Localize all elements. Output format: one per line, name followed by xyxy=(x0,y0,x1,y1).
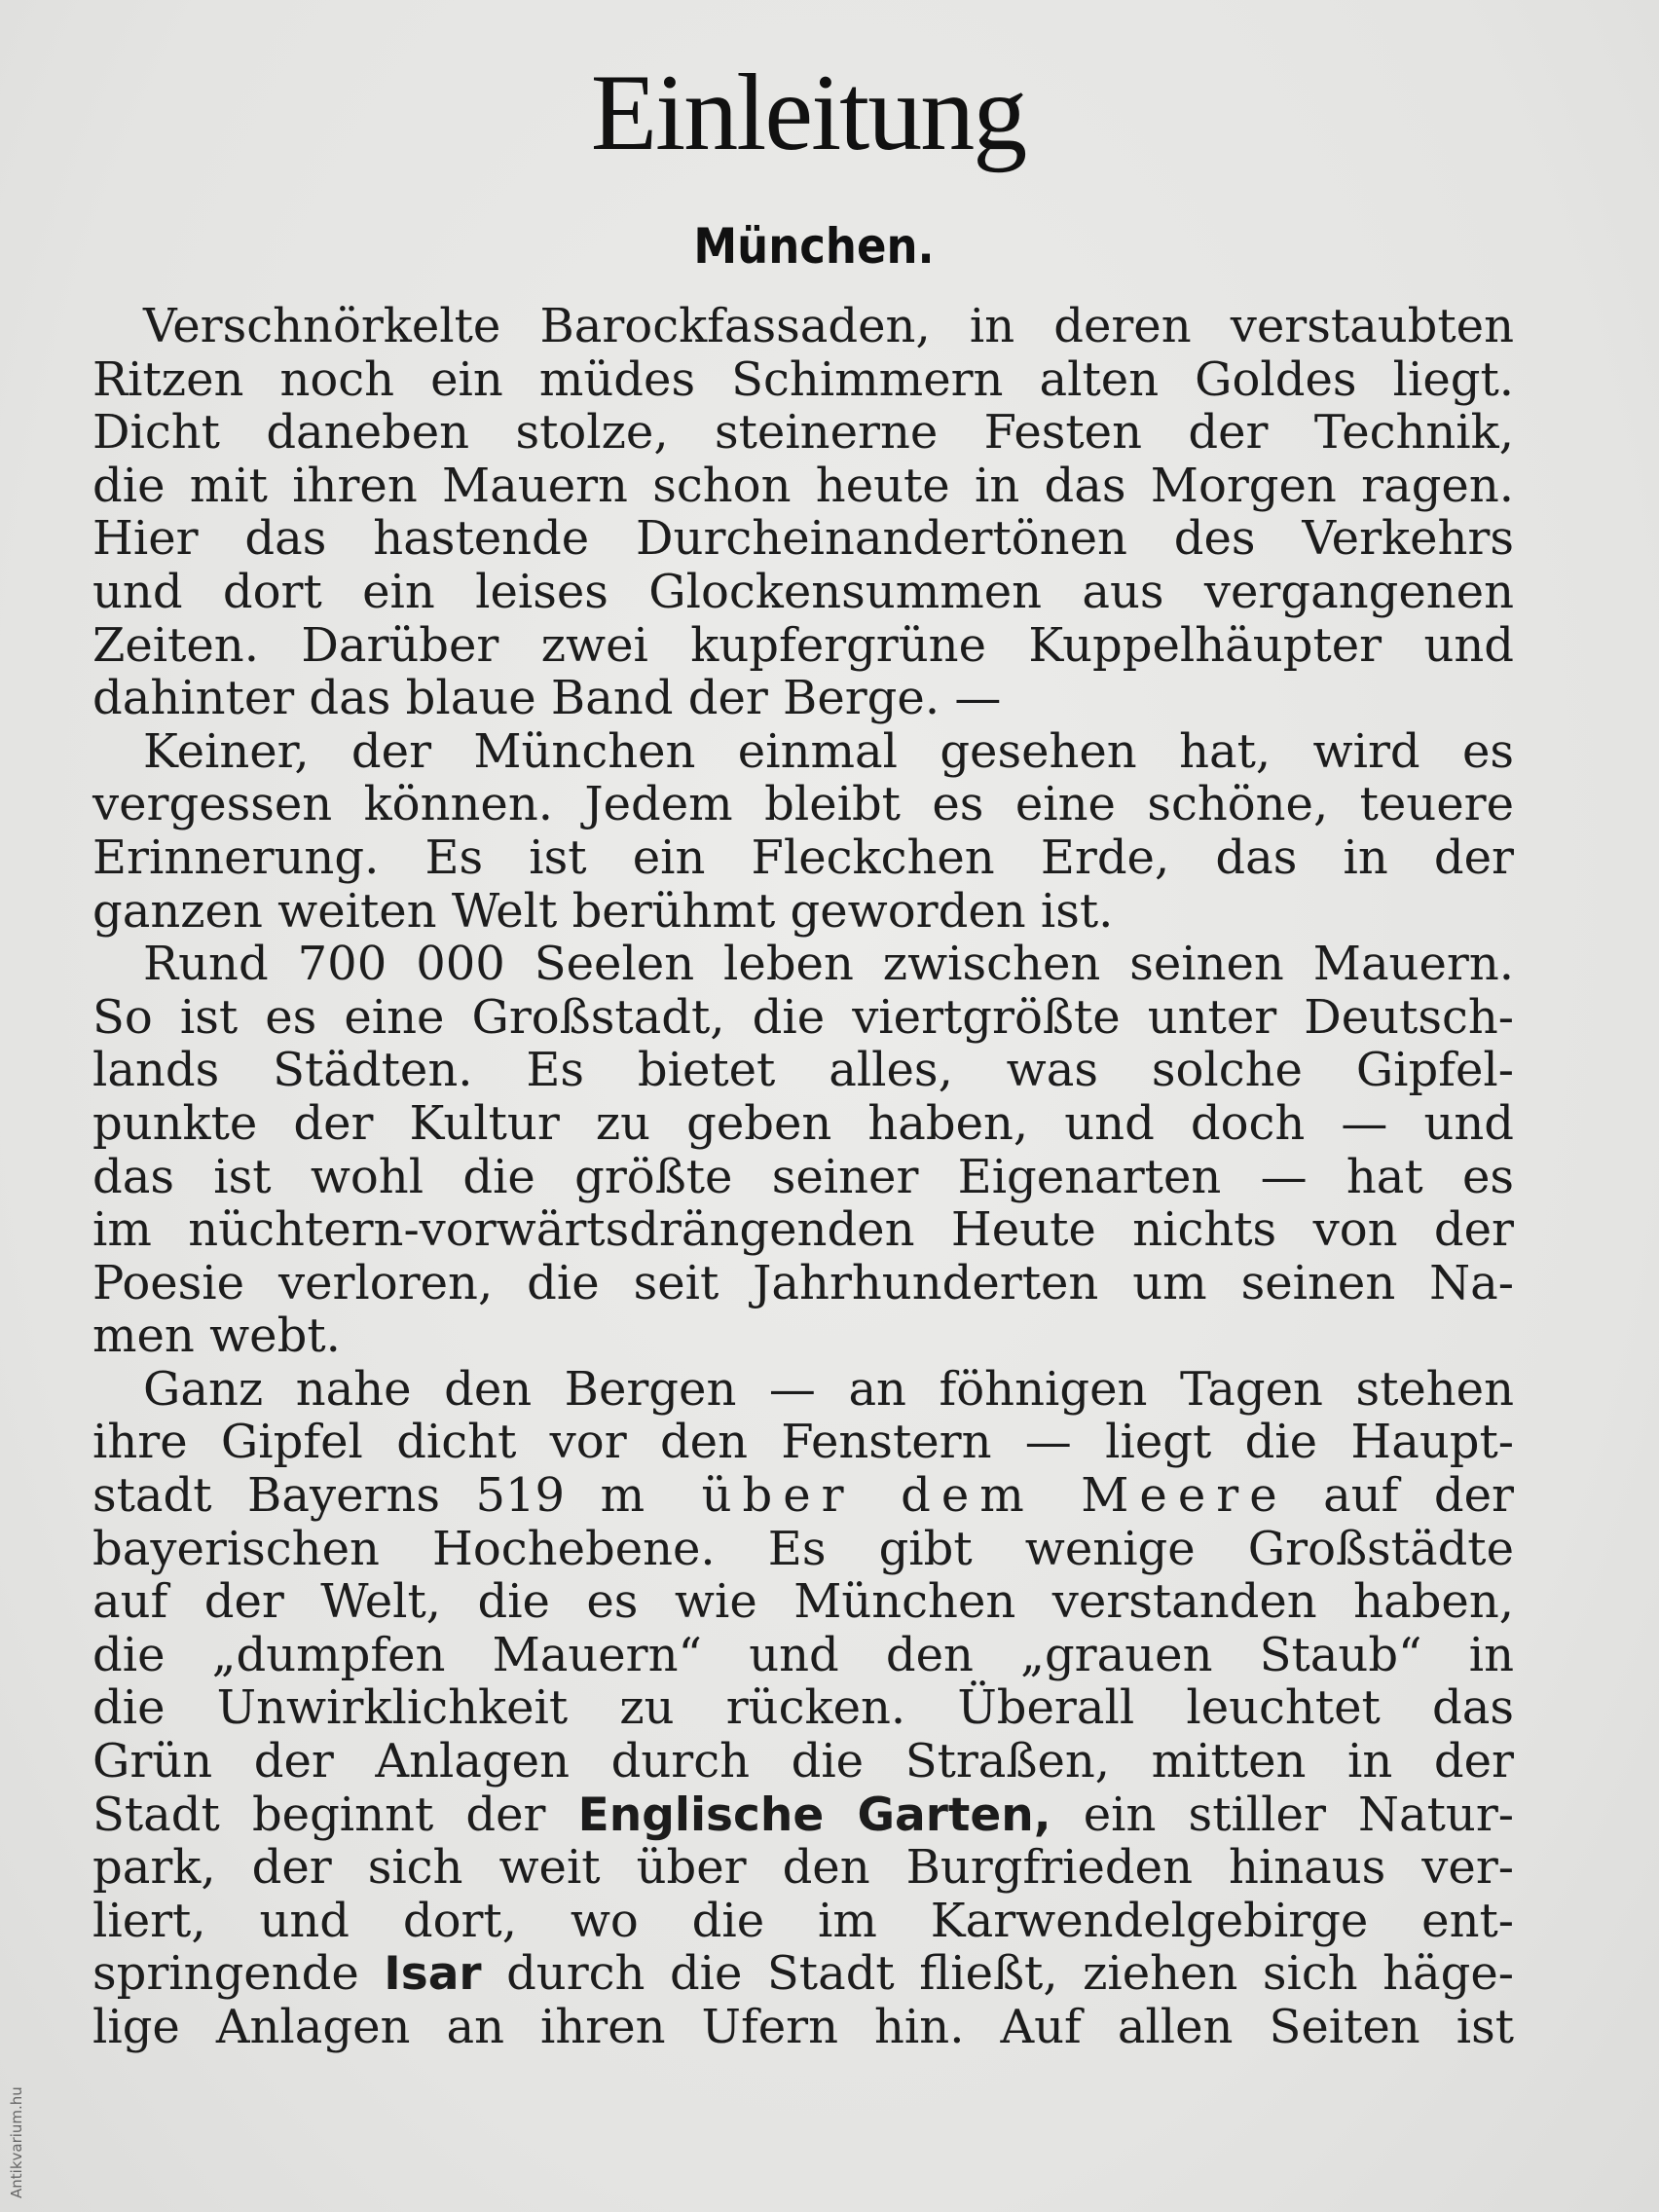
text-segment: Stadt beginnt der xyxy=(92,1787,546,1842)
text-segment: ein stiller Natur- xyxy=(1083,1787,1514,1842)
text-line: die mit ihren Mauern schon heute in das Morgen ragen. xyxy=(92,458,1514,513)
text-line: lands Städten. Es bietet alles, was solche Gipfel- xyxy=(92,1043,1514,1098)
text-line xyxy=(92,1469,1514,1523)
text-line: Grün der Anlagen durch die Straßen, mitten in der xyxy=(92,1734,1514,1789)
text-line xyxy=(92,1788,1514,1842)
text-line: Hier das hastende Durcheinandertönen des Verkehrs xyxy=(92,511,1514,567)
text-line: Verschnörkelte Barockfassaden, in deren verstaubten xyxy=(143,299,1514,353)
text-line: und dort ein leises Glockensummen aus vergangenen xyxy=(92,564,1514,619)
text-line: Dicht daneben stolze, steinerne Festen der Technik, xyxy=(92,405,1514,461)
text-line: im nüchtern-vorwärtsdrängenden Heute nichts von der xyxy=(92,1202,1514,1258)
page-title: Einleitung xyxy=(590,53,1026,173)
text-line xyxy=(92,1947,1514,2001)
body-text xyxy=(92,300,1514,2054)
text-line: Rund 700 000 Seelen leben zwischen seinen Mauern. xyxy=(143,937,1514,992)
text-line: dahinter das blaue Band der Berge. — xyxy=(92,671,1002,726)
text-segment: auf der xyxy=(1323,1468,1515,1524)
text-segment: durch die Stadt fließt, ziehen sich häge- xyxy=(506,1946,1514,2002)
text-line: auf der Welt, die es wie München verstanden haben, xyxy=(92,1574,1514,1630)
bold-place-name: Isar xyxy=(384,1947,482,2002)
text-line: das ist wohl die größte seiner Eigenarten — hat es xyxy=(92,1149,1514,1204)
text-line: bayerischen Hochebene. Es gibt wenige Großstädte xyxy=(92,1521,1514,1576)
text-line: Ritzen noch ein müdes Schimmern alten Goldes liegt. xyxy=(92,351,1514,407)
text-line: Keiner, der München einmal gesehen hat, wird es xyxy=(143,723,1514,779)
text-line: park, der sich weit über den Burgfrieden hinaus ver- xyxy=(92,1840,1514,1896)
text-line: ganzen weiten Welt berühmt geworden ist. xyxy=(92,883,1114,939)
text-line: men webt. xyxy=(92,1309,341,1364)
bold-place-name: Englische Garten, xyxy=(577,1788,1051,1842)
text-line: vergessen können. Jedem bleibt es eine schöne, teuere xyxy=(92,777,1514,832)
text-line: punkte der Kultur zu geben haben, und doch — und xyxy=(92,1095,1514,1151)
text-line: Poesie verloren, die seit Jahrhunderten um seinen Na- xyxy=(92,1255,1514,1310)
text-line: liert, und dort, wo die im Karwendelgebirge ent- xyxy=(92,1893,1514,1948)
text-line: So ist es eine Großstadt, die viertgrößte unter Deutsch- xyxy=(92,989,1514,1045)
text-line: die „dumpfen Mauern“ und den „grauen Staub“ in xyxy=(92,1627,1514,1682)
text-line: ihre Gipfel dicht vor den Fenstern — liegt die Haupt- xyxy=(92,1415,1514,1470)
text-line: die Unwirklichkeit zu rücken. Überall leuchtet das xyxy=(92,1680,1514,1736)
text-line: Erinnerung. Es ist ein Fleckchen Erde, das in der xyxy=(92,830,1514,885)
text-line: lige Anlagen an ihren Ufern hin. Auf allen Seiten ist xyxy=(92,2000,1514,2054)
text-line: Ganz nahe den Bergen — an föhnigen Tagen stehen xyxy=(143,1361,1514,1417)
text-segment: springende xyxy=(92,1946,359,2002)
spaced-text: m über dem Meere xyxy=(600,1468,1288,1524)
watermark: Antikvarium.hu xyxy=(8,2086,25,2198)
section-heading: München. xyxy=(693,218,935,275)
text-segment: stadt Bayerns 519 xyxy=(92,1468,566,1524)
text-line: Zeiten. Darüber zwei kupfergrüne Kuppelhäupter und xyxy=(92,617,1514,673)
